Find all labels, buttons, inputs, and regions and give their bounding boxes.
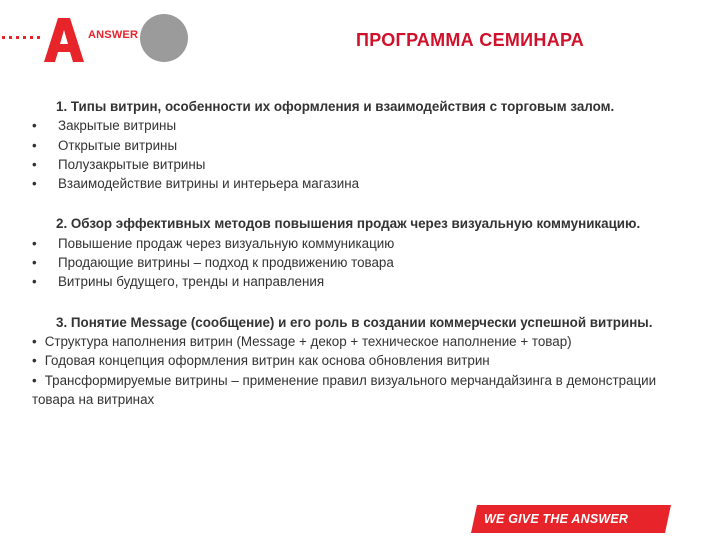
list-item: • Открытые витрины <box>32 136 682 155</box>
section-3 <box>32 313 682 409</box>
logo-circle <box>140 14 188 62</box>
list-item: • Закрытые витрины <box>32 116 682 135</box>
section-list <box>32 234 682 292</box>
section-heading: 1. Типы витрин, особенности их оформления и взаимодействия с торговым залом. <box>56 99 615 114</box>
decorative-dots <box>0 34 42 42</box>
bullet-icon: • <box>32 372 37 388</box>
section-list <box>32 332 682 409</box>
bullet-icon: • <box>32 353 37 369</box>
page-title: ПРОГРАММА СЕМИНАРА <box>355 30 585 50</box>
logo-a-icon <box>40 16 88 62</box>
list-item <box>32 371 682 410</box>
section-list <box>32 116 682 193</box>
list-item: • Взаимодействие витрины и интерьера магазина <box>32 174 682 193</box>
list-item-text: Структура наполнения витрин (Message + декор + техническое наполнение + товар) <box>44 333 572 349</box>
section-2 <box>32 214 682 291</box>
bullet-icon: • <box>32 333 37 349</box>
header <box>0 0 720 80</box>
list-item: • Витрины будущего, тренды и направления <box>32 272 682 291</box>
list-item: • Продающие витрины – подход к продвижению товара <box>32 253 682 272</box>
list-item: • Повышение продаж через визуальную коммуникацию <box>32 234 682 253</box>
list-item <box>32 332 682 351</box>
section-heading: 2. Обзор эффективных методов повышения продаж через визуальную коммуникацию. <box>56 216 641 232</box>
logo-brand-text: ANSWER <box>88 29 139 41</box>
footer-banner <box>471 505 671 533</box>
section-1 <box>32 97 682 193</box>
section-heading: 3. Понятие Message (сообщение) и его роль в создании коммерчески успешной витрины. <box>56 314 653 330</box>
seminar-program <box>32 97 682 430</box>
footer-slogan: WE GIVE THE ANSWER <box>484 512 629 526</box>
list-item <box>32 351 682 370</box>
list-item-text: Трансформируемые витрины – применение правил визуального мерчандайзинга в демонстрации товара на витринах <box>32 372 657 407</box>
list-item-text: Годовая концепция оформления витрин как основа обновления витрин <box>44 353 490 369</box>
list-item: • Полузакрытые витрины <box>32 155 682 174</box>
